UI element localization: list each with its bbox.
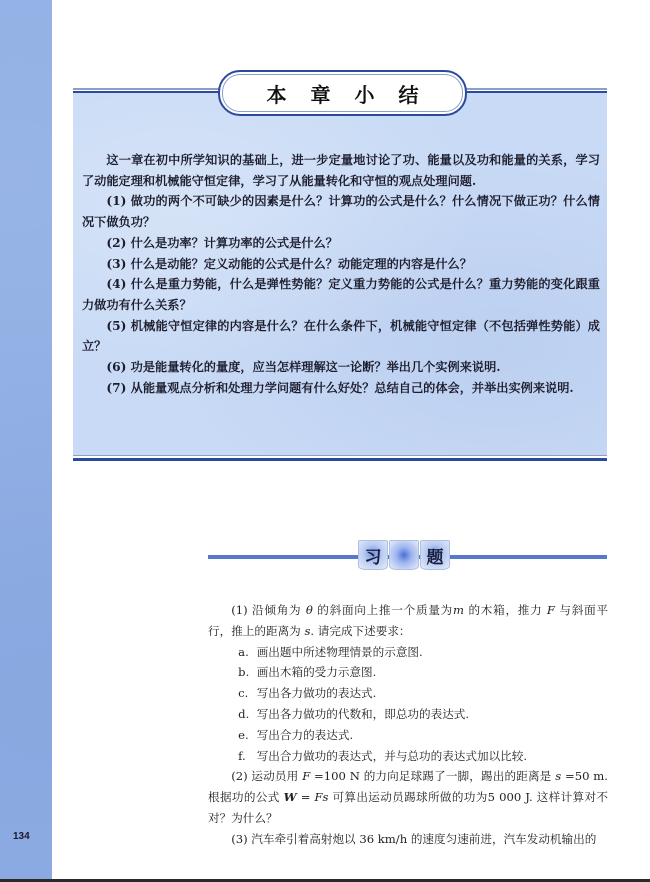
symbol-F: F [302, 769, 311, 784]
exercises-banner-tile-center [389, 540, 419, 570]
symbol-Fs: Fs [314, 790, 329, 805]
item-text: 写出合力的表达式. [256, 727, 354, 742]
exercise-1-item-e [208, 725, 608, 746]
exercise-3: (3) 汽车牵引着高射炮以 36 km/h 的速度匀速前进，汽车发动机输出的 [231, 831, 597, 846]
exercise-1-item-a [208, 642, 608, 663]
exercise-2-text: =100 N 的力向足球踢了一脚，踢出的距离是 [310, 769, 556, 784]
item-letter: d. [238, 706, 250, 721]
exercise-1-text: 的斜面向上推一个质量为 [317, 603, 454, 617]
page-number: 134 [13, 831, 30, 842]
symbol-s: s [304, 623, 311, 638]
exercises-banner [358, 540, 450, 573]
exercise-1-item-d [208, 704, 608, 725]
exercise-1-text: . 请完成下述要求： [310, 623, 411, 638]
chapter-summary-content [82, 150, 600, 398]
symbol-s: s [555, 769, 562, 784]
exercise-1-item-c [208, 683, 608, 704]
summary-intro: 这一章在初中所学知识的基础上，进一步定量地讨论了功、能量以及功和能量的关系，学习了动能定理和机械能守恒定律，学习了从能量转化和守恒的观点处理问题. [82, 153, 600, 188]
summary-bottom-rule-dark [73, 458, 607, 461]
exercise-2-text: 可算出运动员踢球所做的功为5 000 J. 这样计算对不对？为什么？ [208, 790, 608, 825]
chapter-summary-title: 本章小结 [266, 82, 443, 107]
item-text: 画出木箱的受力示意图. [256, 665, 377, 680]
symbol-F: F [546, 603, 555, 617]
symbol-m: m [453, 603, 465, 617]
exercise-2-text: (2) 运动员用 [231, 769, 303, 784]
exercise-1-text: 与斜面平行，推上的距离为 [208, 603, 609, 638]
item-letter: c. [238, 686, 249, 701]
chapter-summary-title-badge [218, 70, 467, 116]
exercises-content [208, 600, 608, 850]
item-text: 写出各力做功的代数和，即总功的表达式. [256, 706, 470, 721]
symbol-W: W [283, 790, 297, 805]
exercise-1-text: 的木箱，推力 [464, 603, 547, 617]
summary-question-1: (1) 做功的两个不可缺少的因素是什么？计算功的公式是什么？什么情况下做正功？什么情况下做负功？ [82, 194, 600, 230]
summary-question-2: (2) 什么是功率？计算功率的公式是什么？ [106, 235, 338, 250]
exercise-2-text: = [296, 790, 315, 805]
summary-question-5: (5) 机械能守恒定律的内容是什么？在什么条件下，机械能守恒定律（不包括弹性势能）成立？ [82, 318, 600, 354]
summary-question-6: (6) 功是能量转化的量度，应当怎样理解这一论断？举出几个实例来说明. [106, 360, 501, 375]
item-text: 写出合力做功的表达式，并与总功的表达式加以比较. [256, 748, 528, 763]
item-text: 写出各力做功的表达式. [256, 686, 377, 701]
item-letter: e. [238, 727, 249, 742]
summary-bottom-rule-light [73, 455, 607, 456]
page-sidebar-band [0, 0, 52, 879]
exercises-banner-tile-right: 题 [420, 540, 450, 570]
exercise-2-text: =50 m. 根据功的公式 [208, 769, 608, 805]
exercises-banner-tile-left: 习 [358, 540, 388, 570]
exercise-1-item-f [208, 746, 608, 767]
summary-question-7: (7) 从能量观点分析和处理力学问题有什么好处？总结自己的体会，并举出实例来说明. [106, 380, 574, 395]
item-letter: b. [238, 665, 250, 680]
exercise-1 [208, 600, 608, 642]
exercise-1-item-b [208, 662, 608, 683]
item-text: 画出题中所述物理情景的示意图. [256, 644, 423, 659]
summary-question-3: (3) 什么是动能？定义动能的公式是什么？动能定理的内容是什么？ [106, 256, 472, 271]
exercise-2 [208, 766, 608, 828]
symbol-theta: θ [305, 603, 313, 617]
summary-question-4: (4) 什么是重力势能，什么是弹性势能？定义重力势能的公式是什么？重力势能的变化跟重力做功有什么关系？ [82, 277, 600, 312]
item-letter: a. [238, 644, 249, 659]
exercise-1-text: (1) 沿倾角为 [231, 603, 302, 617]
item-letter: f. [238, 748, 246, 763]
